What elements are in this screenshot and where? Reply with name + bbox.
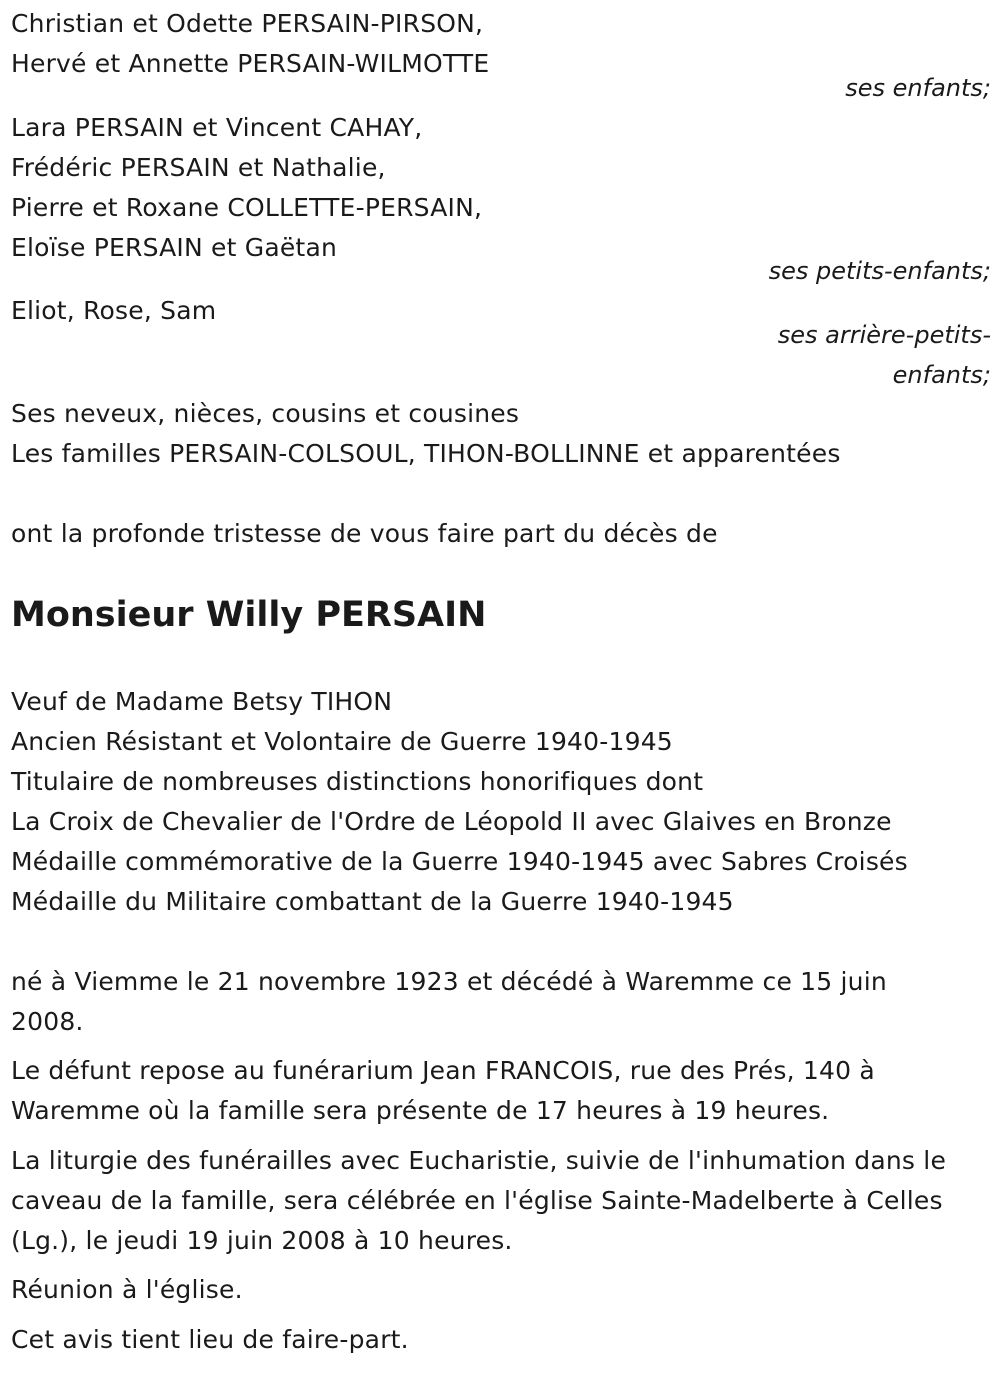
liturgy-line-1: La liturgie des funérailles avec Eucharistie, suivie de l'inhumation dans le [11,1146,947,1175]
notice-line: Cet avis tient lieu de faire-part. [11,1325,409,1354]
deceased-name: Monsieur Willy PERSAIN [11,595,487,635]
honor-line-1: Veuf de Madame Betsy TIHON [11,687,393,716]
honor-line-6: Médaille du Militaire combattant de la Guerre 1940-1945 [11,887,734,916]
grandchildren-line-1: Lara PERSAIN et Vincent CAHAY, [11,113,423,142]
birth-death-line-2: 2008. [11,1007,84,1036]
honor-line-5: Médaille commémorative de la Guerre 1940-1945 avec Sabres Croisés [11,847,908,876]
great-grandchildren-line: Eliot, Rose, Sam [11,296,217,325]
children-line-2: Hervé et Annette PERSAIN-WILMOTTE [11,49,490,78]
children-role: ses enfants; [845,74,991,102]
honor-line-3: Titulaire de nombreuses distinctions honorifiques dont [11,767,704,796]
great-grandchildren-role-2: enfants; [892,361,991,389]
honor-line-2: Ancien Résistant et Volontaire de Guerre 1940-1945 [11,727,673,756]
grandchildren-line-4: Eloïse PERSAIN et Gaëtan [11,233,338,262]
liturgy-line-3: (Lg.), le jeudi 19 juin 2008 à 10 heures. [11,1226,513,1255]
grandchildren-line-2: Frédéric PERSAIN et Nathalie, [11,153,386,182]
grandchildren-line-3: Pierre et Roxane COLLETTE-PERSAIN, [11,193,483,222]
extended-family-line-2: Les familles PERSAIN-COLSOUL, TIHON-BOLLINNE et apparentées [11,439,841,468]
funerarium-line-2: Waremme où la famille sera présente de 17 heures à 19 heures. [11,1096,830,1125]
grandchildren-role: ses petits-enfants; [768,257,991,285]
funerarium-line-1: Le défunt repose au funérarium Jean FRANCOIS, rue des Prés, 140 à [11,1056,875,1085]
birth-death-line-1: né à Viemme le 21 novembre 1923 et décédé à Waremme ce 15 juin [11,967,887,996]
extended-family-line-1: Ses neveux, nièces, cousins et cousines [11,399,520,428]
great-grandchildren-role-1: ses arrière-petits- [777,321,991,349]
children-line-1: Christian et Odette PERSAIN-PIRSON, [11,9,484,38]
liturgy-line-2: caveau de la famille, sera célébrée en l'église Sainte-Madelberte à Celles [11,1186,943,1215]
reunion-line: Réunion à l'église. [11,1275,243,1304]
announcement: ont la profonde tristesse de vous faire part du décès de [11,519,718,548]
honor-line-4: La Croix de Chevalier de l'Ordre de Léopold II avec Glaives en Bronze [11,807,892,836]
